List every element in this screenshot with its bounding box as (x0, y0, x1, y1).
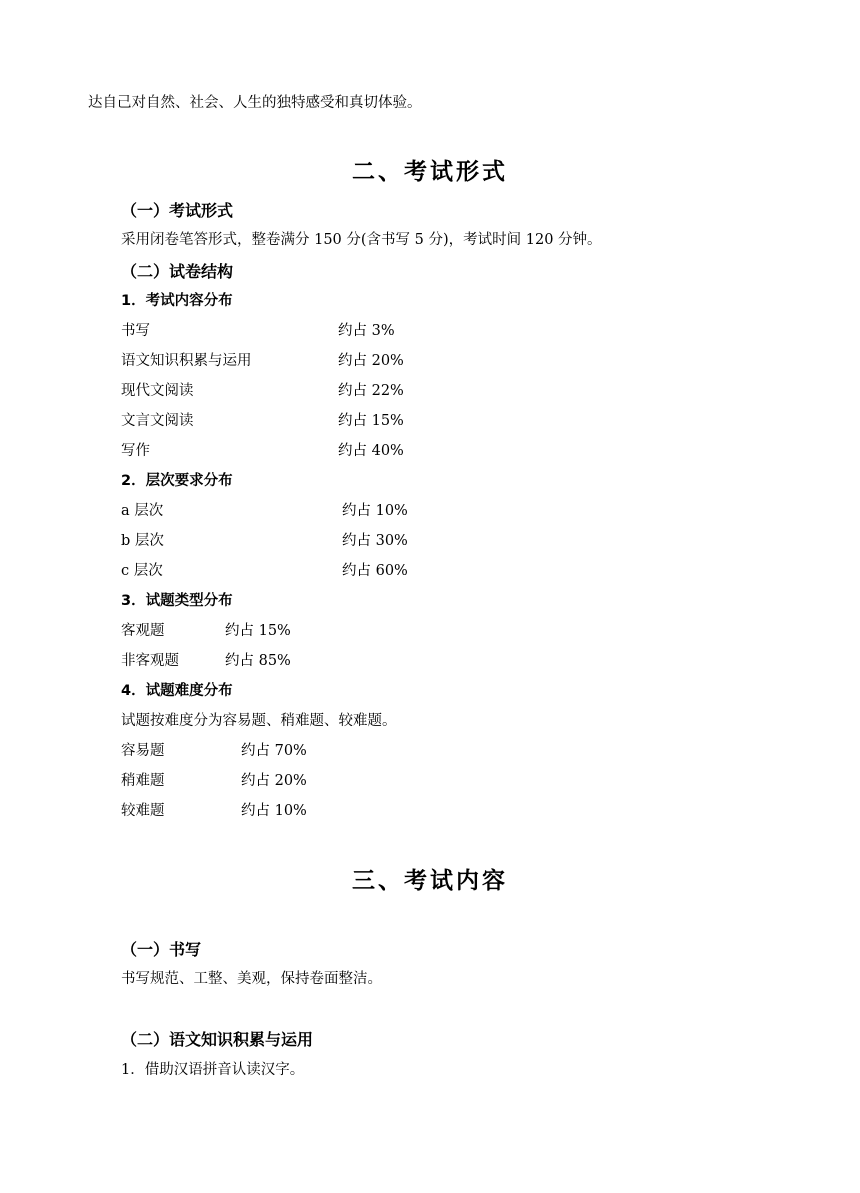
intro-tail-text: 达自己对自然、社会、人生的独特感受和真切体验。 (88, 95, 422, 111)
row-value: 约占 10% (241, 803, 307, 819)
row-label: b 层次 (121, 533, 164, 549)
row-value: 约占 15% (225, 623, 291, 639)
section-3-sub1-heading: （一）书写 (121, 940, 202, 959)
row-label: a 层次 (121, 503, 164, 519)
row-label: 容易题 (121, 743, 165, 759)
level-dist-heading: 2．层次要求分布 (121, 473, 233, 489)
row-value: 约占 20% (241, 773, 307, 789)
content-dist-heading: 1．考试内容分布 (121, 293, 233, 309)
row-value: 约占 70% (241, 743, 307, 759)
section-3-sub2-heading: （二）语文知识积累与运用 (121, 1030, 314, 1049)
row-label: 较难题 (121, 803, 165, 819)
row-label: 写作 (121, 443, 150, 459)
row-value: 约占 85% (225, 653, 291, 669)
row-label: 现代文阅读 (121, 383, 194, 399)
row-value: 约占 22% (338, 383, 404, 399)
row-label: 非客观题 (121, 653, 179, 669)
row-label: 文言文阅读 (121, 413, 194, 429)
section-3-sub1-text: 书写规范、工整、美观，保持卷面整洁。 (121, 971, 382, 987)
row-value: 约占 3% (338, 323, 395, 339)
row-label: 稍难题 (121, 773, 165, 789)
section-3-title: 三、考试内容 (352, 867, 508, 894)
type-dist-heading: 3．试题类型分布 (121, 593, 233, 609)
difficulty-dist-heading: 4．试题难度分布 (121, 683, 233, 699)
section-2-sub1-heading: （一）考试形式 (121, 201, 234, 220)
row-value: 约占 20% (338, 353, 404, 369)
difficulty-note: 试题按难度分为容易题、稍难题、较难题。 (121, 713, 397, 729)
section-2-sub2-heading: （二）试卷结构 (121, 262, 234, 281)
row-label: 语文知识积累与运用 (121, 353, 252, 369)
row-value: 约占 60% (342, 563, 408, 579)
row-label: c 层次 (121, 563, 163, 579)
section-2-title: 二、考试形式 (352, 158, 508, 185)
row-value: 约占 15% (338, 413, 404, 429)
row-value: 约占 40% (338, 443, 404, 459)
row-label: 书写 (121, 323, 150, 339)
row-value: 约占 10% (342, 503, 408, 519)
section-3-sub2-item1: 1．借助汉语拼音认读汉字。 (121, 1062, 305, 1078)
row-label: 客观题 (121, 623, 165, 639)
section-2-sub1-text: 采用闭卷笔答形式，整卷满分 150 分(含书写 5 分)，考试时间 120 分钟。 (121, 232, 602, 248)
row-value: 约占 30% (342, 533, 408, 549)
